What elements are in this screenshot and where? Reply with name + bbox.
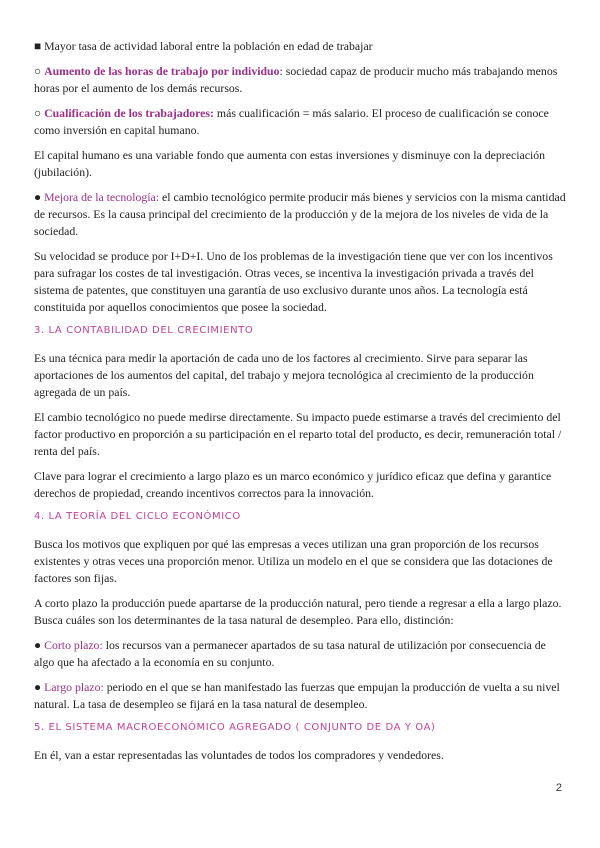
list-item-text: Mayor tasa de actividad laboral entre la población en edad de trabajar: [44, 39, 373, 53]
section-heading: 3. LA CONTABILIDAD DEL CRECIMIENTO: [34, 325, 254, 336]
paragraph: Clave para lograr el crecimiento a largo plazo es un marco económico y jurídico eficaz que defina y garantice derechos de propiedad, creando incentivos correctos para la innovación.: [34, 469, 552, 500]
list-item-text: más cualificación = más salario. El proceso de cualificación se conoce como inversión en capital humano.: [34, 106, 549, 137]
paragraph: En él, van a estar representadas las voluntades de todos los compradores y vendedores.: [34, 748, 444, 762]
bullet: ○: [34, 106, 42, 120]
list-item-term: Corto plazo:: [44, 638, 103, 652]
paragraph: Su velocidad se produce por I+D+I. Uno de los problemas de la investigación tiene que ver con los incentivos para sufragar los costes de tal investigación. Otras veces, se incentiva la investigación privada a través del sistema de patentes, que constituyen una garantía de uso exclusivo durante unos años. La tecnología está constituida por aquellos conocimientos que posee la sociedad.: [34, 249, 553, 314]
bullet: ●: [34, 680, 42, 694]
paragraph: El capital humano es una variable fondo que aumenta con estas inversiones y disminuye con la depreciación (jubilación).: [34, 148, 546, 179]
list-item: [34, 637, 566, 671]
document-page: [34, 38, 566, 772]
list-item: [34, 105, 566, 139]
list-item-text: : sociedad capaz de producir mucho más trabajando menos horas por el aumento de los demás recursos.: [34, 64, 558, 95]
list-item-term: Cualificación de los trabajadores:: [44, 106, 214, 120]
list-item-term: Largo plazo:: [44, 680, 104, 694]
list-item-term: Mejora de la tecnología:: [44, 190, 160, 204]
paragraph: El cambio tecnológico no puede medirse directamente. Su impacto puede estimarse a través del crecimiento del factor productivo en proporción a su participación en el reparto total del producto, es decir, remuneración total / renta del país.: [34, 410, 562, 458]
paragraph: Es una técnica para medir la aportación de cada uno de los factores al crecimiento. Sirve para separar las aportaciones de los aumentos del capital, del trabajo y mejora tecnológica al crecimiento de la producción agregada de un país.: [34, 351, 534, 399]
list-item: [34, 679, 566, 713]
list-item-text: el cambio tecnológico permite producir más bienes y servicios con la misma cantidad de recursos. Es la causa principal del crecimiento de la producción y de la mejora de los niveles de vida de la sociedad.: [34, 190, 566, 238]
list-item: [34, 63, 566, 97]
page-number: 2: [555, 782, 562, 794]
bullet: ○: [34, 64, 42, 78]
list-item: [34, 38, 566, 55]
section-heading: 5. EL SISTEMA MACROECONÓMICO AGREGADO ( CONJUNTO DE DA Y OA): [34, 722, 436, 733]
list-item-text: los recursos van a permanecer apartados de su tasa natural de utilización por consecuencia de algo que ha afectado a la economía en su conjunto.: [34, 638, 546, 669]
list-item-term: Aumento de las horas de trabajo por individuo: [44, 64, 280, 78]
section-heading: 4. LA TEORÍA DEL CICLO ECONÓMICO: [34, 511, 241, 522]
paragraph: Busca los motivos que expliquen por qué las empresas a veces utilizan una gran proporción de los recursos existentes y otras veces una proporción menor. Utiliza un modelo en el que se considera que las dotaciones de factores son fijas.: [34, 537, 553, 585]
paragraph: A corto plazo la producción puede apartarse de la producción natural, pero tiende a regresar a ella a largo plazo. Busca cuáles son los determinantes de la tasa natural de desempleo. Para ello, distinción:: [34, 596, 562, 627]
bullet: ●: [34, 190, 42, 204]
list-item: [34, 189, 566, 240]
bullet: ●: [34, 638, 42, 652]
list-item-text: periodo en el que se han manifestado las fuerzas que empujan la producción de vuelta a su nivel natural. La tasa de desempleo se fijará en la tasa natural de desempleo.: [34, 680, 560, 711]
bullet: ■: [34, 39, 42, 53]
